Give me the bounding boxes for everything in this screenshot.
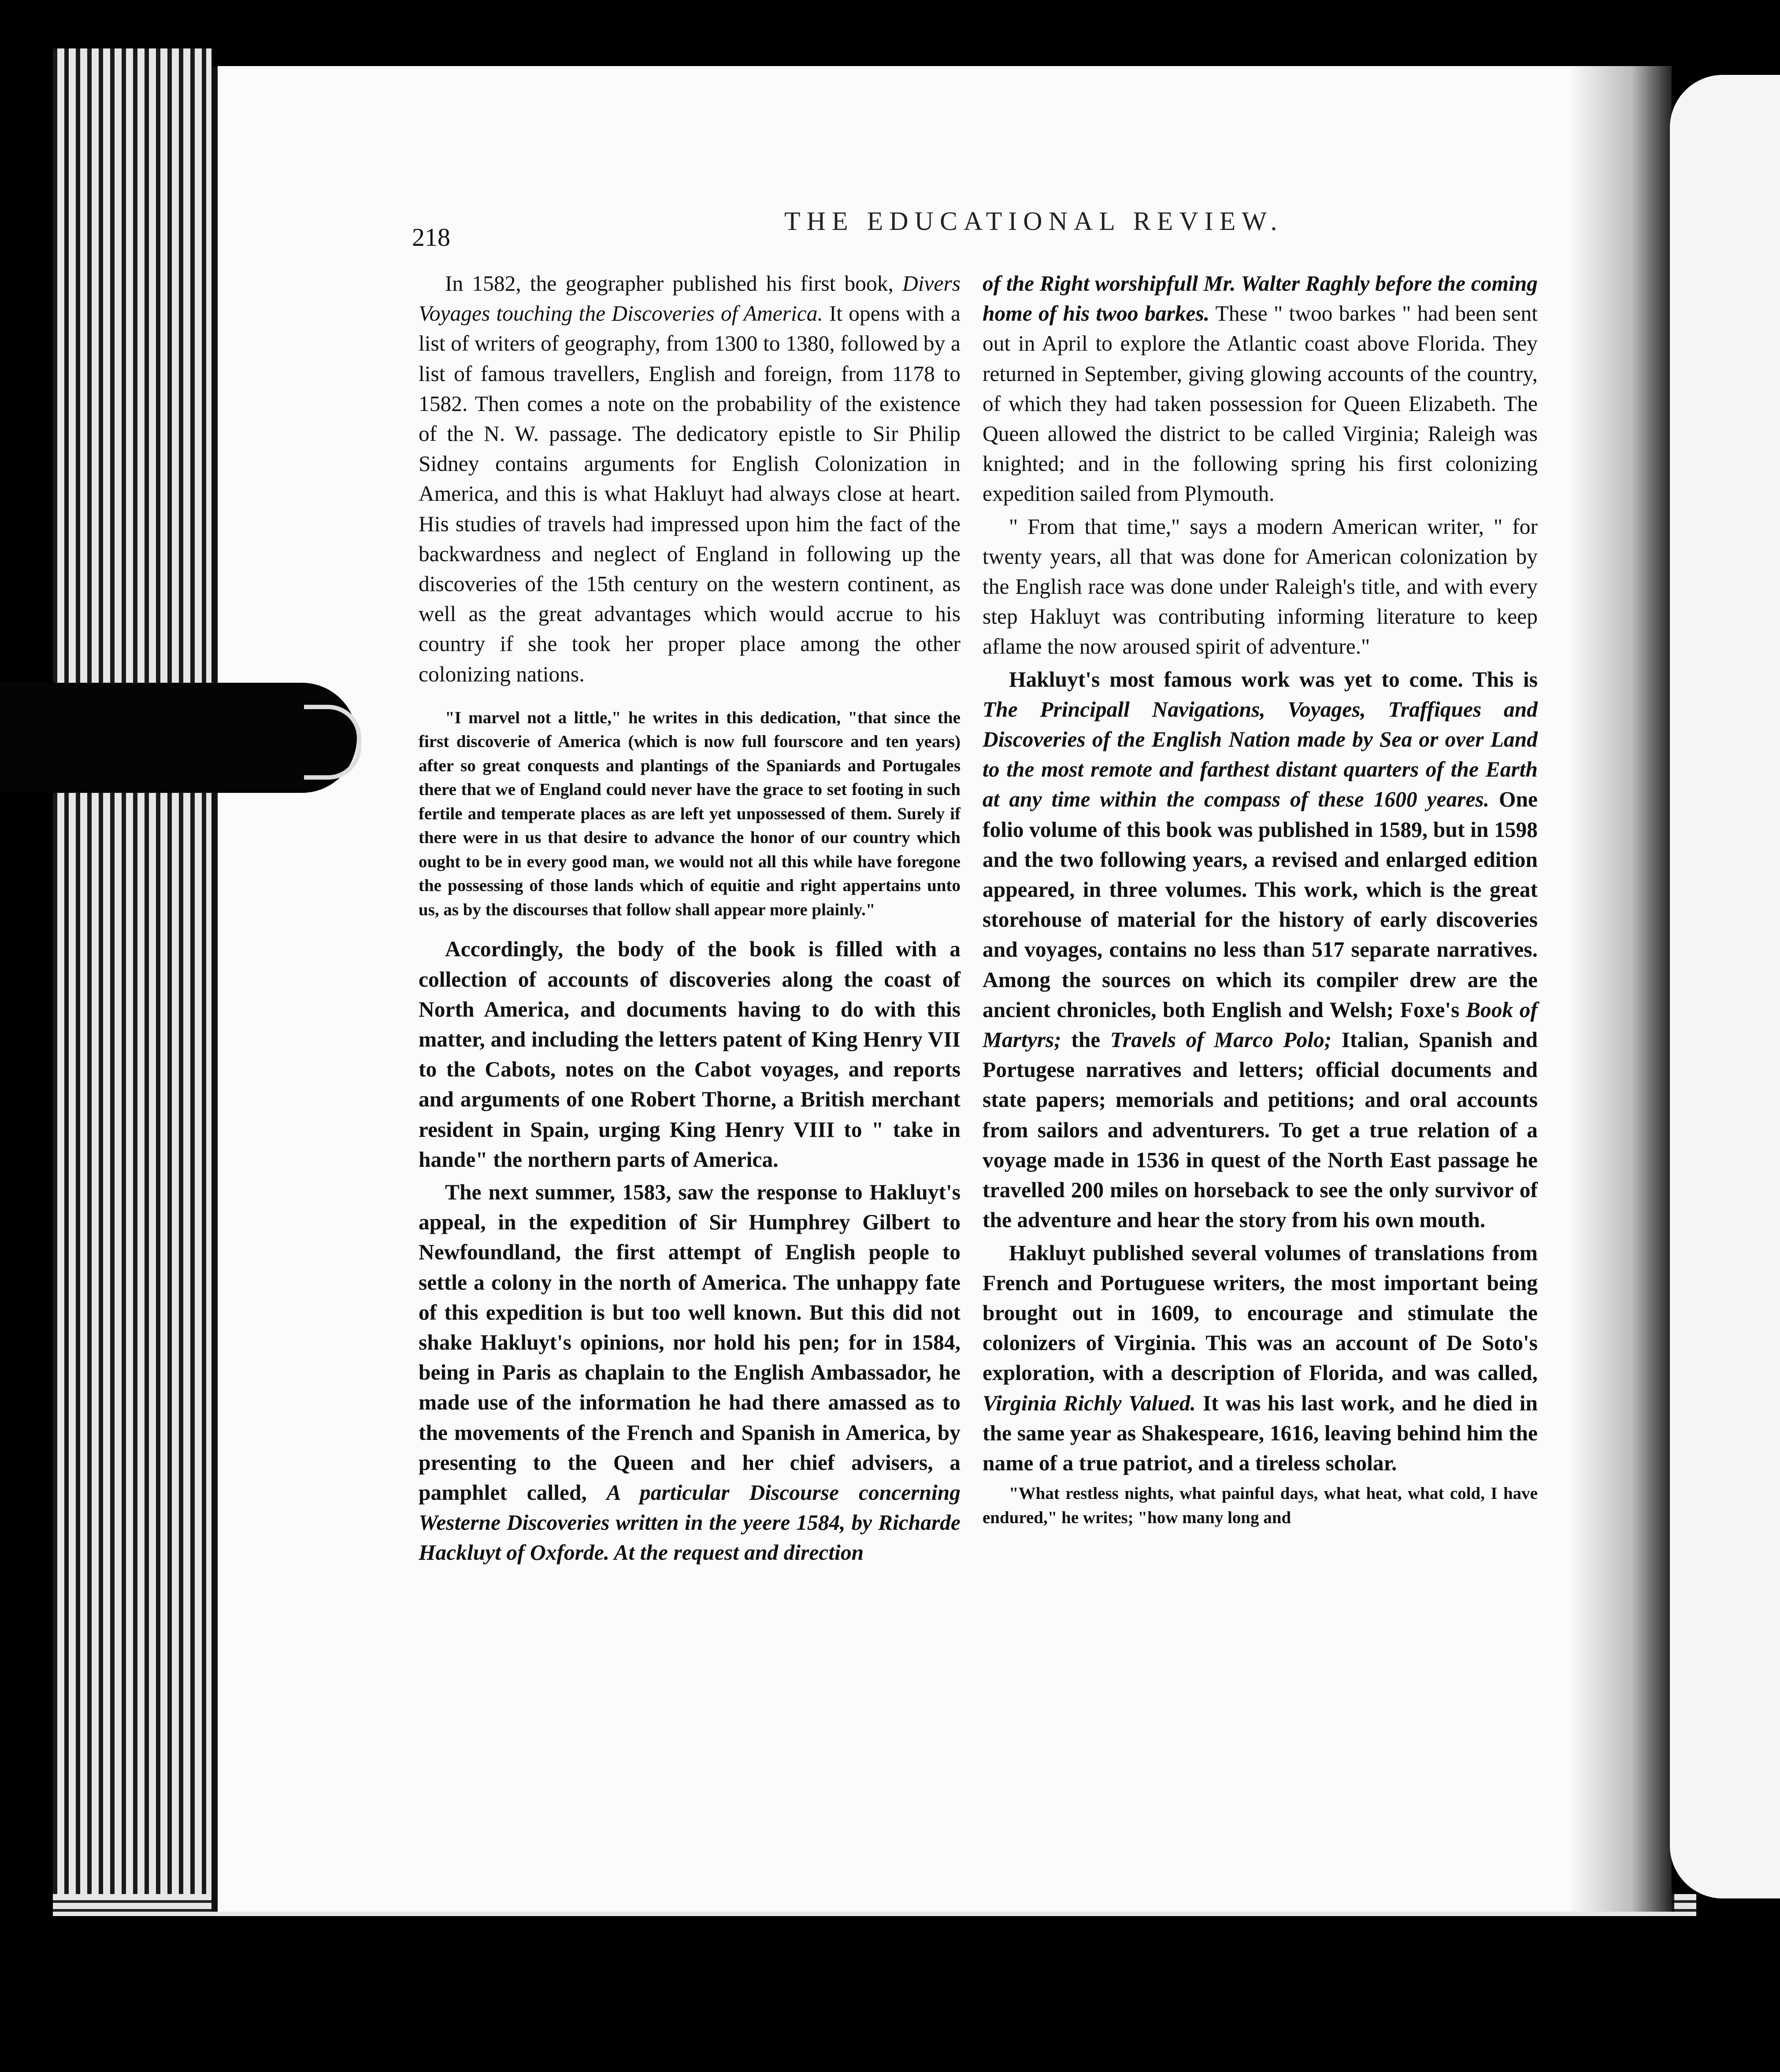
paragraph-text: In 1582, the geographer published his first book, bbox=[445, 271, 894, 296]
book-page-edges bbox=[53, 48, 211, 1916]
facing-page-edge bbox=[1670, 75, 1780, 1898]
paragraph bbox=[419, 269, 960, 689]
paragraph-text: the bbox=[1071, 1028, 1101, 1052]
paragraph-text: One folio volume of this book was published in 1589, but in 1598 and the two following years, a revised and enlarged edition appeared, in three volumes. This work, which is the great storehouse of material for the history of early discoveries and voyages, contains no less than 517 separate narratives. Among the sources on which its compiler drew are the ancient chronicles, both English and Welsh; Foxe's bbox=[983, 787, 1538, 1022]
book-title: Book of Martyrs; bbox=[983, 997, 1538, 1052]
paragraph bbox=[419, 1177, 960, 1568]
book-title: of the Right worshipfull Mr. Walter Raghly before the coming home of his twoo barkes. bbox=[983, 271, 1538, 326]
paragraph bbox=[983, 665, 1538, 1236]
paragraph: " From that time," says a modern American writer, " for twenty years, all that was done for American colonization by the English race was done under Raleigh's title, and with every step Hakluyt was contributing informing literature to keep aflame the now aroused spirit of adventure." bbox=[983, 514, 1538, 659]
page-number: 218 bbox=[412, 223, 450, 252]
book-title: Travels of Marco Polo; bbox=[1110, 1028, 1332, 1052]
paragraph bbox=[983, 269, 1538, 509]
book-title: The Principall Navigations, Voyages, Traffiques and Discoveries of the English Nation made by Sea or over Land to the most remote and farthest distant quarters of the Earth at any time within the compass of these 1600 yeares. bbox=[983, 697, 1538, 812]
paragraph-text: Italian, Spanish and Portugese narratives and letters; official documents and state papers; memorials and petitions; and oral accounts from sailors and adventurers. To get a true relation of a voyage made in 1536 in quest of the North East passage he travelled 200 miles on horseback to see the only survivor of the adventure and hear the story from his own mouth. bbox=[983, 1028, 1538, 1232]
left-column bbox=[419, 269, 960, 1568]
paragraph-text: It was his last work, and he died in the same year as Shakespeare, 1616, leaving behind him the name of a true patriot, and a tireless scholar. bbox=[983, 1391, 1538, 1475]
paragraph-text: Hakluyt's most famous work was yet to come. This is bbox=[1009, 667, 1538, 692]
block-quote: "I marvel not a little," he writes in this dedication, "that since the first discoverie of America (which is now full fourscore and ten years) after so great conquests and plantings of the Spaniards and Portugales there that we of England could never have the grace to set footing in such fertile and temperate places as are left yet unpossessed of them. Surely if there were in us that desire to advance the honor of our country which ought to be in every good man, we would not all this while have foregone the possessing of those lands which of equitie and right appertains unto us, as by the discourses that follow shall appear more plainly." bbox=[419, 708, 960, 919]
paragraph-text: The next summer, 1583, saw the response to Hakluyt's appeal, in the expedition of Sir Humphrey Gilbert to Newfoundland, the first attempt of English people to settle a colony in the north of America. The unhappy fate of this expedition is but too well known. But this did not shake Hakluyt's opinions, nor hold his pen; for in 1584, being in Paris as chaplain to the English Ambassador, he made use of the information he had there amassed as to the movements of the French and Spanish in America, by presenting to the Queen and her chief advisers, a pamphlet called, bbox=[419, 1180, 960, 1505]
gutter-shadow bbox=[1569, 66, 1674, 1912]
paragraph-text: Hakluyt published several volumes of translations from French and Portuguese writers, the most important being brought out in 1609, to encourage and stimulate the colonizers of Virginia. This was an account of De Soto's exploration, with a description of Florida, and was called, bbox=[983, 1240, 1538, 1385]
paragraph-text: These " twoo barkes " had been sent out in April to explore the Atlantic coast above Florida. They returned in September, giving glowing accounts of the country, of which they had taken possession for Queen Elizabeth. The Queen allowed the district to be called Virginia; Raleigh was knighted; and in the following spring his first colonizing expedition sailed from Plymouth. bbox=[983, 301, 1538, 506]
book-title: Virginia Richly Valued. bbox=[983, 1391, 1196, 1415]
paragraph: Accordingly, the body of the book is filled with a collection of accounts of discoveries along the coast of North America, and documents having to do with this matter, and including the letters patent of King Henry VII to the Cabots, notes on the Cabot voyages, and reports and arguments of one Robert Thorne, a British merchant resident in Spain, urging King Henry VIII to " take in hande" the northern parts of America. bbox=[419, 937, 960, 1172]
thumbnail-outline bbox=[304, 705, 361, 780]
paragraph-text: It opens with a list of writers of geography, from 1300 to 1380, followed by a list of famous travellers, English and foreign, from 1178 to 1582. Then comes a note on the probability of the existence of the N. W. passage. The dedicatory epistle to Sir Philip Sidney contains arguments for English Colonization in America, and this is what Hakluyt had always close at heart. His studies of travels had impressed upon him the fact of the backwardness and neglect of England in following up the discoveries of the 15th century on the western continent, as well as the great advantages which would accrue to his country if she took her proper place among the other colonizing nations. bbox=[419, 301, 960, 686]
right-column bbox=[983, 269, 1538, 1542]
block-quote: "What restless nights, what painful days, what heat, what cold, I have endured," he writes; "how many long and bbox=[983, 1484, 1538, 1527]
thumb-silhouette bbox=[0, 683, 357, 793]
book-title: A particular Discourse concerning Westerne Discoveries written in the yeere 1584, by Richarde Hackluyt of Oxforde. At the request and direction bbox=[419, 1480, 960, 1565]
book-title: Divers Voyages touching the Discoveries of America. bbox=[419, 271, 961, 326]
running-head: THE EDUCATIONAL REVIEW. bbox=[784, 207, 1283, 236]
paragraph bbox=[983, 1238, 1538, 1479]
